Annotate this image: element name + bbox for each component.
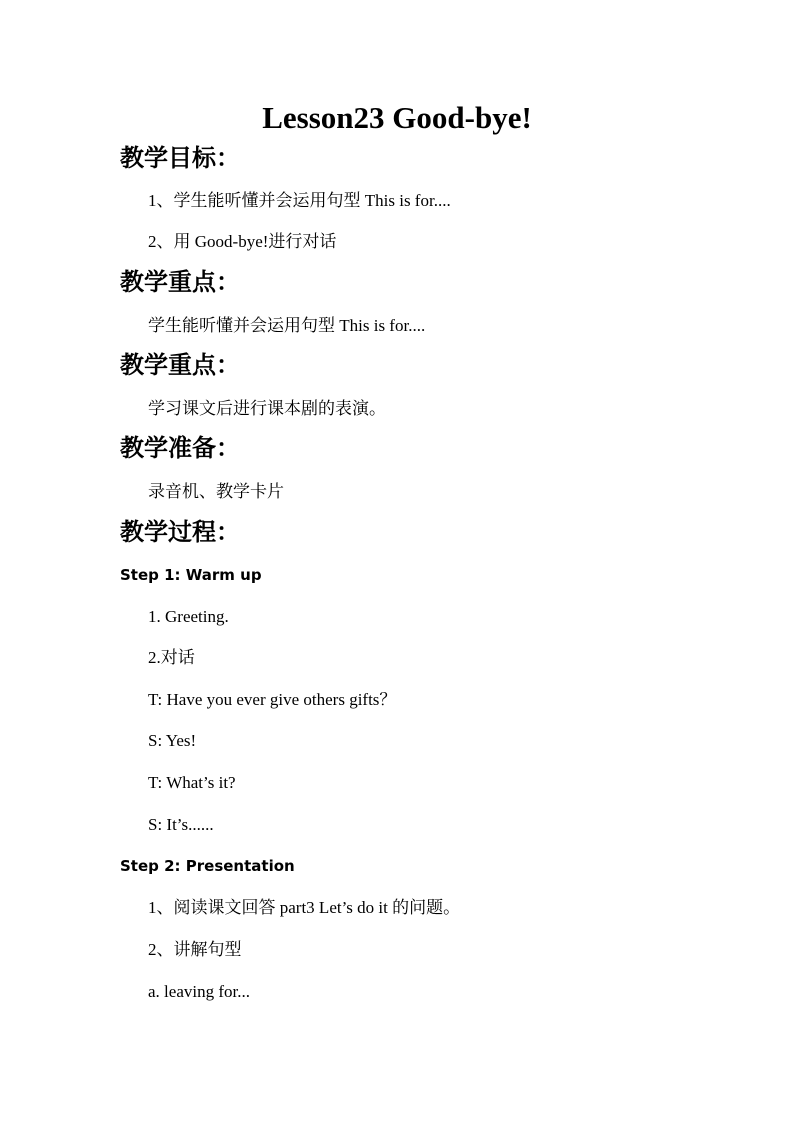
step-1-label: Step 1: Warm up [120, 566, 262, 584]
step-2-item: 2、讲解句型 [148, 940, 242, 959]
heading-difficulties: 教学重点： [120, 353, 240, 379]
step-1-item: 1. Greeting. [148, 607, 229, 626]
step-1-item: T: What’s it? [148, 773, 236, 792]
step-1-item: S: Yes! [148, 731, 197, 750]
step-2-label: Step 2: Presentation [120, 857, 295, 875]
heading-preparation: 教学准备： [120, 436, 240, 462]
objective-item-1: 1、学生能听懂并会运用句型 This is for.... [148, 191, 451, 210]
step-1-item: T: Have you ever give others gifts？ [148, 690, 397, 709]
preparation-item-1: 录音机、教学卡片 [148, 482, 284, 501]
step-1-item: S: It’s...... [148, 815, 214, 834]
key-point-item-1: 学生能听懂并会运用句型 This is for.... [148, 316, 426, 335]
step-2-item: 1、阅读课文回答 part3 Let’s do it 的问题。 [148, 898, 461, 917]
objective-item-2: 2、用 Good-bye!进行对话 [148, 232, 337, 251]
heading-process: 教学过程： [120, 520, 240, 546]
document-title: Lesson23 Good-bye! [262, 100, 532, 135]
step-1-item: 2.对话 [148, 648, 195, 667]
step-2-item: a. leaving for... [148, 982, 250, 1001]
heading-key-points: 教学重点： [120, 270, 240, 296]
heading-objectives: 教学目标： [120, 146, 240, 172]
difficulty-item-1: 学习课文后进行课本剧的表演。 [148, 399, 386, 418]
